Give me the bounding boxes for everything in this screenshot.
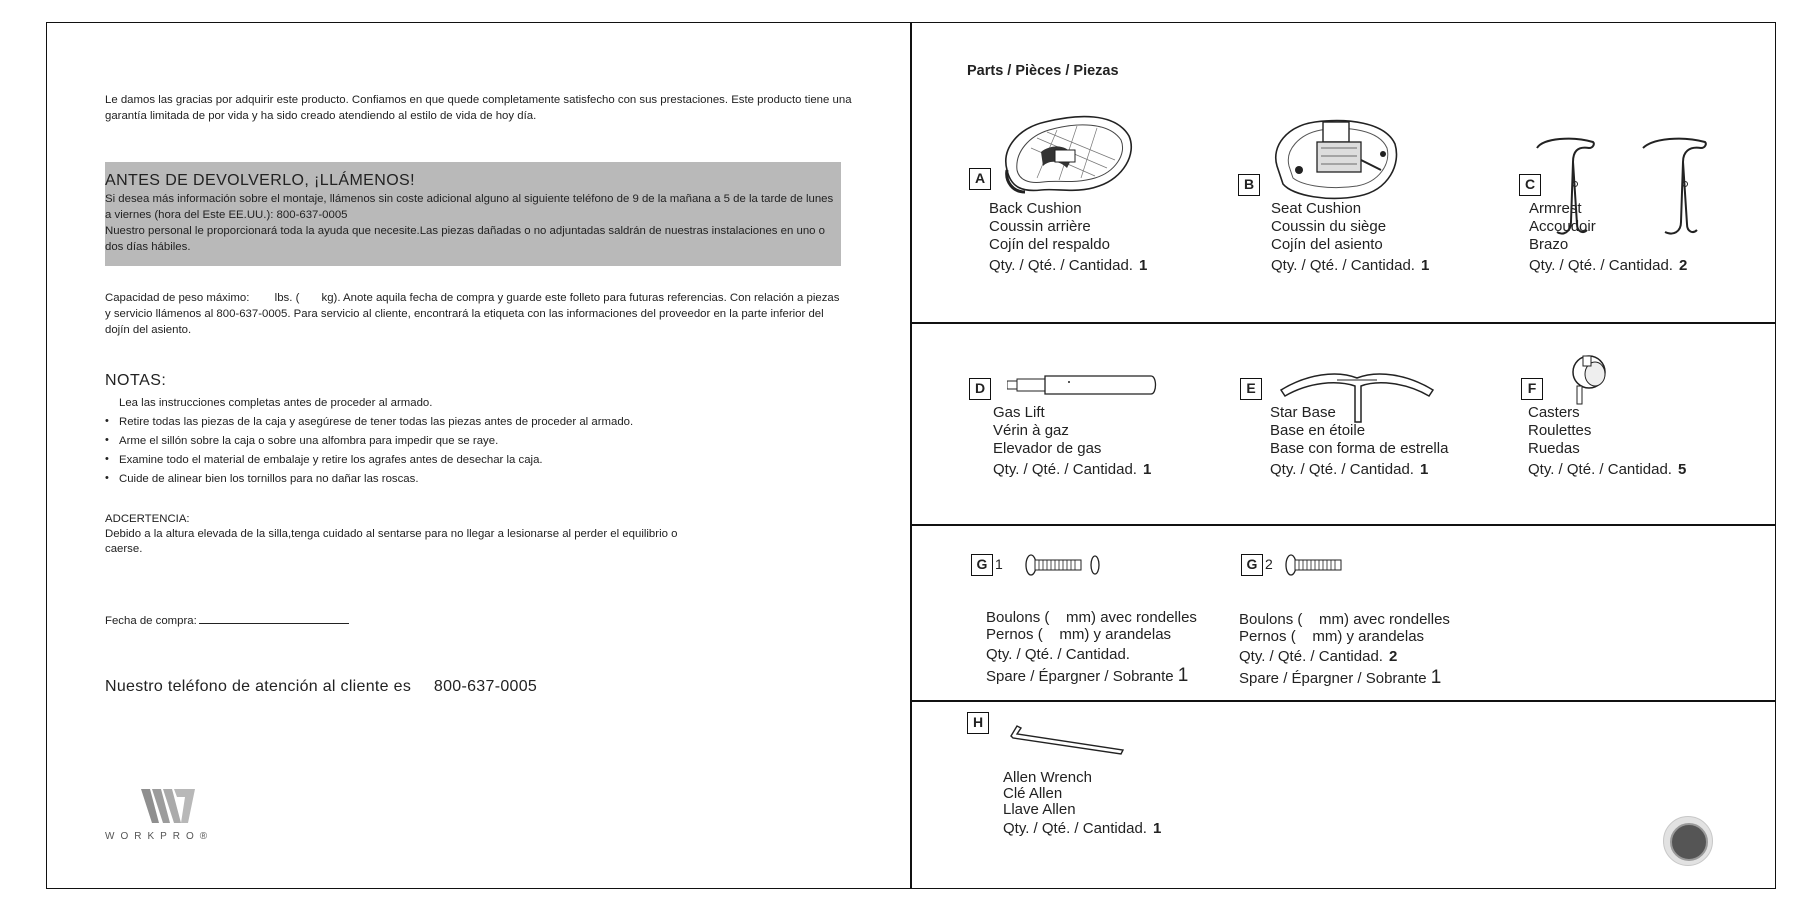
part-b-en: Seat Cushion: [1271, 200, 1362, 217]
qty-label: Qty. / Qté. / Cantidad.: [993, 461, 1137, 478]
part-g1-label: [971, 554, 1003, 576]
warning-title: ADCERTENCIA:: [105, 513, 190, 525]
parts-title: Parts / Pièces / Piezas: [967, 63, 1119, 79]
part-letter-g1: G: [971, 554, 993, 576]
qty-value: 1: [1152, 820, 1162, 837]
part-g1-sub: 1: [995, 556, 1003, 572]
note-item: • Cuide de alinear bien los tornillos para no dañar las roscas.: [105, 470, 805, 489]
part-e-fr: Base en étoile: [1270, 422, 1366, 439]
part-e-qty: [1270, 461, 1448, 479]
note-item: • Examine todo el material de embalaje y retire los agrafes antes de desechar la caja.: [105, 451, 805, 470]
spare-value: 1: [1177, 665, 1189, 686]
purchase-date-label: Fecha de compra:: [105, 615, 197, 627]
part-d-desc: [993, 404, 1151, 479]
note-item: • Arme el sillón sobre la caja o sobre una alfombra para impedir que se raye.: [105, 432, 805, 451]
bolt-washer-icon: [1025, 552, 1105, 578]
part-letter-h: H: [967, 712, 989, 734]
warning-text: Debido a la altura elevada de la silla,tenga cuidado al sentarse para no llegar a lesionarse al perder el equilibrio o caerse.: [105, 528, 678, 555]
part-h-fr: Clé Allen: [1003, 785, 1063, 802]
left-page: [46, 22, 910, 889]
qty-value: 5: [1677, 461, 1687, 478]
part-d-fr: Vérin à gaz: [993, 422, 1069, 439]
qty-value: 1: [1419, 461, 1429, 478]
part-f-desc: [1528, 404, 1686, 479]
qty-value: 1: [1142, 461, 1152, 478]
purchase-date-line: [199, 613, 349, 624]
part-letter-d: D: [969, 378, 991, 400]
part-h-qty: [1003, 821, 1161, 837]
brand-name: WORKPRO®: [105, 831, 214, 842]
part-h-es: Llave Allen: [1003, 801, 1076, 818]
part-b-desc: [1271, 200, 1429, 275]
spare-label: Spare / Épargner / Sobrante: [986, 668, 1174, 685]
part-b-es: Cojín del asiento: [1271, 236, 1383, 253]
part-g1-desc: [986, 609, 1197, 685]
note-item: Lea las instrucciones completas antes de proceder al armado.: [119, 397, 433, 409]
part-g1-fr: Boulons ( mm) avec rondelles: [986, 609, 1197, 626]
floating-action-button[interactable]: [1663, 816, 1713, 866]
part-b-qty: [1271, 257, 1429, 275]
part-f-es: Ruedas: [1528, 440, 1580, 457]
part-g2-desc: [1239, 611, 1450, 687]
part-e-es: Base con forma de estrella: [1270, 440, 1449, 457]
workpro-mark-icon: [141, 787, 197, 825]
allen-wrench-icon: [1009, 720, 1129, 760]
qty-label: Qty. / Qté. / Cantidad.: [1271, 257, 1415, 274]
part-b-fr: Coussin du siège: [1271, 218, 1387, 235]
part-c-qty: [1529, 257, 1687, 275]
part-e-en: Star Base: [1270, 404, 1336, 421]
row-divider: [911, 700, 1776, 702]
qty-label: Qty. / Qté. / Cantidad.: [1003, 820, 1147, 837]
qty-value: 1: [1138, 257, 1148, 274]
part-c-fr: Accoudoir: [1529, 218, 1596, 235]
part-g2-qty: [1239, 648, 1450, 665]
part-a-qty: [989, 257, 1147, 275]
part-g2-es: Pernos ( mm) y arandelas: [1239, 628, 1425, 645]
qty-value: 1: [1420, 257, 1430, 274]
purchase-date-field: [105, 613, 349, 627]
part-d-es: Elevador de gas: [993, 440, 1102, 457]
qty-label: Qty. / Qté. / Cantidad.: [1528, 461, 1672, 478]
part-a-desc: [989, 200, 1147, 275]
customer-phone: [105, 678, 537, 696]
warning-block: [105, 512, 705, 557]
qty-label: Qty. / Qté. / Cantidad.: [1270, 461, 1414, 478]
row-divider: [911, 524, 1776, 526]
capacity-paragraph: Capacidad de peso máximo: lbs. ( kg). Anote aquila fecha de compra y guarde este folleto para futuras referencias. Con relación a piezas y servicio llámenos al 800-637-0005. Para servicio al cliente, encontrará la etiqueta con las informaciones del proveedor en la parte inferior del dojín del asiento.: [105, 292, 843, 336]
part-c-desc: [1529, 200, 1687, 275]
call-before-return-box: [105, 162, 841, 266]
phone-label: Nuestro teléfono de atención al cliente es: [105, 678, 412, 695]
bolt-icon: [1285, 552, 1349, 578]
seat-cushion-icon: [1271, 110, 1401, 206]
notes-list: [105, 394, 805, 489]
back-cushion-icon: [997, 108, 1137, 204]
workpro-logo: [105, 787, 265, 842]
qty-label: Qty. / Qté. / Cantidad.: [989, 257, 1133, 274]
part-g2-sub: 2: [1265, 556, 1273, 572]
intro-paragraph: Le damos las gracias por adquirir este producto. Confiamos en que quede completamente satisfecho con sus prestaciones. Este producto tiene una garantía limitada de por vida y ha sido creado atendiendo al estilo de vida de hoy día.: [105, 94, 852, 122]
part-f-en: Casters: [1528, 404, 1580, 421]
phone-number: 800-637-0005: [433, 678, 538, 695]
callout-line-1: Si desea más información sobre el montaje, llámenos sin coste adicional alguno al siguiente teléfono de 9 de la mañana a 5 de la tarde de lunes a viernes (hora del Este EE.UU.): 800-637-0005: [105, 193, 834, 221]
part-letter-g2: G: [1241, 554, 1263, 576]
part-letter-a: A: [969, 168, 991, 190]
part-letter-b: B: [1238, 174, 1260, 196]
part-g2-label: [1241, 554, 1273, 576]
part-a-es: Cojín del respaldo: [989, 236, 1110, 253]
part-f-qty: [1528, 461, 1686, 479]
part-letter-f: F: [1521, 378, 1543, 400]
callout-line-2: Nuestro personal le proporcionará toda la ayuda que necesite.Las piezas dañadas o no adjuntadas saldrán de nuestras instalaciones en uno o dos días hábiles.: [105, 225, 826, 253]
qty-label: Qty. / Qté. / Cantidad.: [1529, 257, 1673, 274]
spare-label: Spare / Épargner / Sobrante: [1239, 670, 1427, 687]
callout-title: ANTES DE DEVOLVERLO, ¡LLÁMENOS!: [105, 172, 415, 189]
floating-button-core: [1670, 823, 1708, 861]
right-page: [911, 22, 1776, 889]
part-c-es: Brazo: [1529, 236, 1569, 253]
qty-value: 2: [1678, 257, 1688, 274]
part-g2-spare: [1239, 669, 1450, 687]
spare-value: 1: [1430, 667, 1442, 688]
gas-lift-icon: [1007, 366, 1157, 406]
part-a-en: Back Cushion: [989, 200, 1082, 217]
part-g2-fr: Boulons ( mm) avec rondelles: [1239, 611, 1450, 628]
qty-label: Qty. / Qté. / Cantidad.: [1239, 648, 1383, 665]
part-d-qty: [993, 461, 1151, 479]
part-f-fr: Roulettes: [1528, 422, 1592, 439]
qty-label: Qty. / Qté. / Cantidad.: [986, 646, 1130, 663]
caster-icon: [1563, 350, 1613, 410]
part-letter-c: C: [1519, 174, 1541, 196]
part-c-en: Armrest: [1529, 200, 1582, 217]
part-g1-es: Pernos ( mm) y arandelas: [986, 626, 1172, 643]
part-h-desc: [1003, 770, 1161, 837]
part-d-en: Gas Lift: [993, 404, 1045, 421]
part-g1-spare: [986, 667, 1197, 685]
qty-value: 2: [1388, 648, 1398, 665]
part-e-desc: [1270, 404, 1448, 479]
note-item: • Retire todas las piezas de la caja y asegúrese de tener todas las piezas antes de proceder al armado.: [105, 413, 805, 432]
part-letter-e: E: [1240, 378, 1262, 400]
part-g1-qty: [986, 646, 1197, 663]
part-h-en: Allen Wrench: [1003, 769, 1092, 786]
notes-title: NOTAS:: [105, 372, 167, 389]
row-divider: [911, 322, 1776, 324]
part-a-fr: Coussin arrière: [989, 218, 1091, 235]
